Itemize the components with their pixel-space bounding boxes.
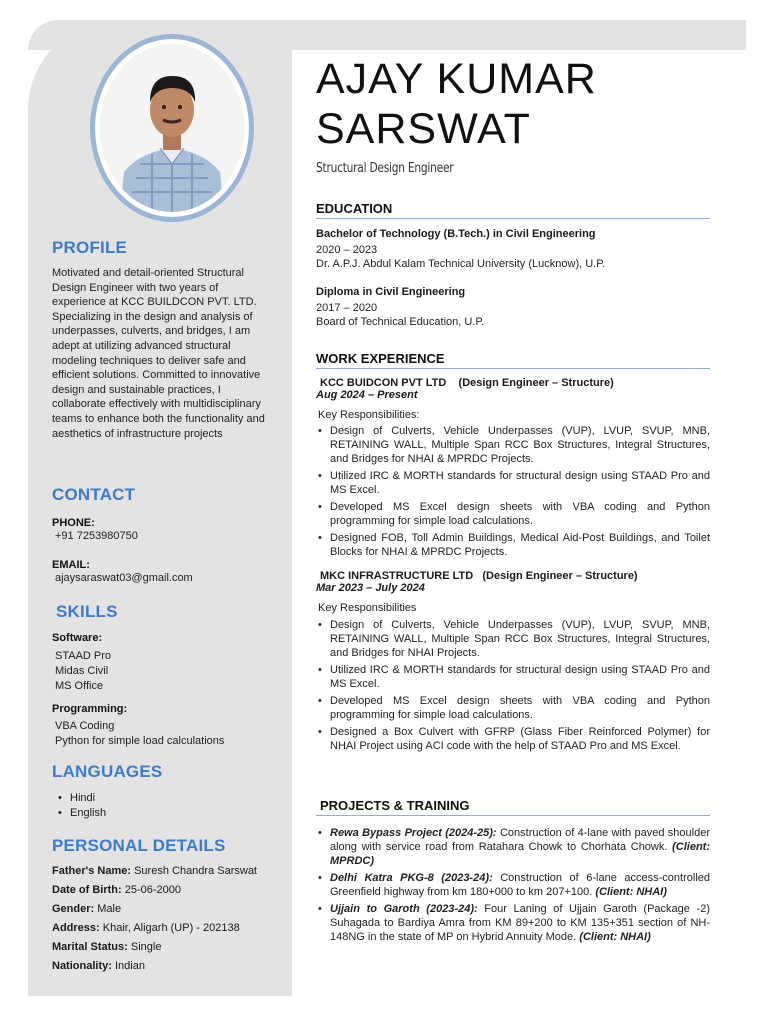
education-item: [316, 228, 710, 272]
responsibilities-label: Key Responsibilities: [318, 602, 417, 615]
degree: Bachelor of Technology (B.Tech.) in Civil Engineering: [316, 228, 596, 240]
education-item: [316, 286, 710, 330]
profile-text: Motivated and detail-oriented Structural Design Engineer with two years of experience at KCC BUILDCON PVT. LTD. Specializing in the design and analysis of underpasses, culverts, and bridges, I am adept at utilizing advanced structural modeling techniques to deliver safe and efficient solutions. Committed to innovative design and sustainable practices, I collaborate effectively with multidisciplinary teams to enhance both the functionality and aesthetics of infrastructure projects: [52, 267, 265, 440]
programming-item: Python for simple load calculations: [55, 735, 225, 747]
phone-label: PHONE:: [52, 517, 95, 529]
responsibility-item: • Design of Culverts, Vehicle Underpasses (VUP), LVUP, SVUP, MNB, RETAINING WALL, Multiple Span RCC Box Structures, Integral Structures, and Bridges for NHAI & MPRDC Projects.: [316, 424, 710, 466]
software-item: STAAD Pro: [55, 650, 112, 662]
contact-section: [52, 485, 272, 586]
personal-label: Gender:: [52, 903, 95, 915]
job-entry: [316, 377, 710, 559]
project-item: [316, 826, 710, 868]
personal-value: Indian: [114, 960, 145, 972]
responsibility-item: • Utilized IRC & MORTH standards for structural design using STAAD Pro and MS Excel.: [316, 663, 710, 691]
responsibility-item: • Developed MS Excel design sheets with VBA coding and Python programming for simple load calculations.: [316, 694, 710, 722]
responsibility-item: • Utilized IRC & MORTH standards for structural design using STAAD Pro and MS Excel.: [316, 469, 710, 497]
responsibilities-label: Key Responsibilities:: [318, 409, 420, 421]
languages-section: [52, 762, 272, 821]
personal-label: Address:: [52, 922, 100, 934]
job-dates: Aug 2024 – Present: [316, 389, 418, 401]
job-title: Structural Design Engineer: [316, 161, 454, 176]
degree: Diploma in Civil Engineering: [316, 285, 466, 298]
responsibility-item: • Designed a Box Culvert with GFRP (Glass Fiber Reinforced Polymer) for NHAI Project using ACI code with the help of STAAD Pro and MS Excel.: [316, 725, 710, 753]
software-item: MS Office: [55, 680, 104, 692]
personal-row-gender: [52, 900, 282, 919]
job-entry: [316, 570, 710, 752]
contact-heading: CONTACT: [52, 485, 136, 504]
programming-item: VBA Coding: [55, 720, 115, 732]
personal-row-father: [52, 862, 282, 881]
personal-value: Suresh Chandra Sarswat: [134, 865, 257, 877]
company-name: KCC BUIDCON PVT LTD: [320, 377, 447, 389]
personal-label: Nationality:: [52, 960, 112, 972]
projects-list: [316, 826, 710, 944]
responsibility-item: • Design of Culverts, Vehicle Underpasses (VUP), LVUP, SVUP, MNB, RETAINING WALL, Multiple Span RCC Box Structures, Integral Structures, and Bridges for NHAI Projects.: [316, 618, 710, 660]
personal-value: Khair, Aligarh (UP) - 202138: [102, 922, 240, 934]
projects-heading: PROJECTS & TRAINING: [316, 798, 710, 816]
personal-row-address: [52, 919, 282, 938]
job-role: (Design Engineer – Structure): [482, 570, 638, 583]
personal-value: 25-06-2000: [124, 884, 182, 896]
language-item: • Hindi: [52, 791, 272, 806]
company-name: MKC INFRASTRUCTURE LTD: [320, 570, 474, 583]
email-label: EMAIL:: [52, 559, 90, 571]
responsibility-item: • Developed MS Excel design sheets with VBA coding and Python programming for simple load calculations.: [316, 500, 710, 528]
job-role: (Design Engineer – Structure): [458, 377, 614, 389]
degree-years: 2020 – 2023: [316, 244, 378, 256]
profile-section: [52, 238, 272, 441]
languages-heading: LANGUAGES: [52, 762, 163, 781]
project-description: Construction of 6-lane access-controlled Greenfield highway from km 180+000 to km 207+100.: [330, 872, 710, 898]
education-heading: EDUCATION: [316, 201, 710, 219]
personal-label: Father's Name:: [52, 865, 132, 877]
personal-label: Date of Birth:: [52, 884, 122, 896]
programming-label: Programming:: [52, 703, 128, 715]
personal-row-nationality: [52, 957, 282, 976]
language-item: • English: [52, 806, 272, 821]
languages-list: [52, 791, 272, 821]
responsibility-item: • Designed FOB, Toll Admin Buildings, Medical Aid-Post Buildings, and Toilet Blocks for NHAI & MPRDC Projects.: [316, 531, 710, 559]
projects-section: [316, 798, 710, 947]
software-label: Software:: [52, 632, 103, 644]
skills-section: [52, 602, 272, 749]
candidate-name: [316, 54, 710, 154]
personal-value: Male: [97, 903, 122, 915]
responsibilities-list: [316, 424, 710, 559]
project-name: Ujjain to Garoth (2023-24):: [330, 903, 478, 915]
institution: Board of Technical Education, U.P.: [316, 316, 485, 329]
project-name: Delhi Katra PKG-8 (2023-24):: [330, 872, 493, 884]
personal-details-heading: PERSONAL DETAILS: [52, 836, 226, 855]
project-item: [316, 871, 710, 899]
person-photo-icon: [100, 44, 244, 212]
project-client: (Client: NHAI): [579, 931, 651, 943]
name-line-1: AJAY KUMAR: [316, 55, 597, 103]
project-client: (Client: NHAI): [595, 886, 667, 898]
profile-heading: PROFILE: [52, 238, 128, 257]
work-experience-section: [316, 351, 710, 756]
personal-row-marital: [52, 938, 282, 957]
skills-heading: SKILLS: [56, 602, 118, 621]
personal-label: Marital Status:: [52, 941, 128, 953]
work-heading: WORK EXPERIENCE: [316, 351, 710, 369]
phone-value: +91 7253980750: [55, 530, 138, 542]
project-name: Rewa Bypass Project (2024-25):: [330, 827, 497, 839]
name-line-2: SARSWAT: [316, 105, 531, 153]
job-dates: Mar 2023 – July 2024: [316, 582, 425, 595]
software-item: Midas Civil: [55, 665, 109, 677]
profile-photo-frame: [90, 34, 254, 222]
personal-row-dob: [52, 881, 282, 900]
degree-years: 2017 – 2020: [316, 301, 378, 314]
project-description: Construction of 4-lane with paved shoulder along with service road from Ratahara Chowk to Chorhata Chowk.: [330, 827, 710, 853]
email-value: ajaysaraswat03@gmail.com: [55, 572, 193, 584]
education-section: [316, 201, 710, 330]
project-client: (Client: MPRDC): [330, 841, 710, 867]
responsibilities-list: [316, 618, 710, 753]
header-section: [316, 54, 710, 176]
institution: Dr. A.P.J. Abdul Kalam Technical University (Lucknow), U.P.: [316, 258, 606, 271]
profile-photo: [100, 44, 244, 212]
project-description: Four Laning of Ujjain Garoth (Package -2) Suhagada to Bardiya Amra from KM 89+200 to KM 135+351 section of NH-148NG in the state of MP on Hybrid Annuity Mode.: [330, 903, 710, 943]
project-item: [316, 902, 710, 944]
personal-value: Single: [130, 941, 162, 953]
personal-details-section: [52, 836, 282, 976]
